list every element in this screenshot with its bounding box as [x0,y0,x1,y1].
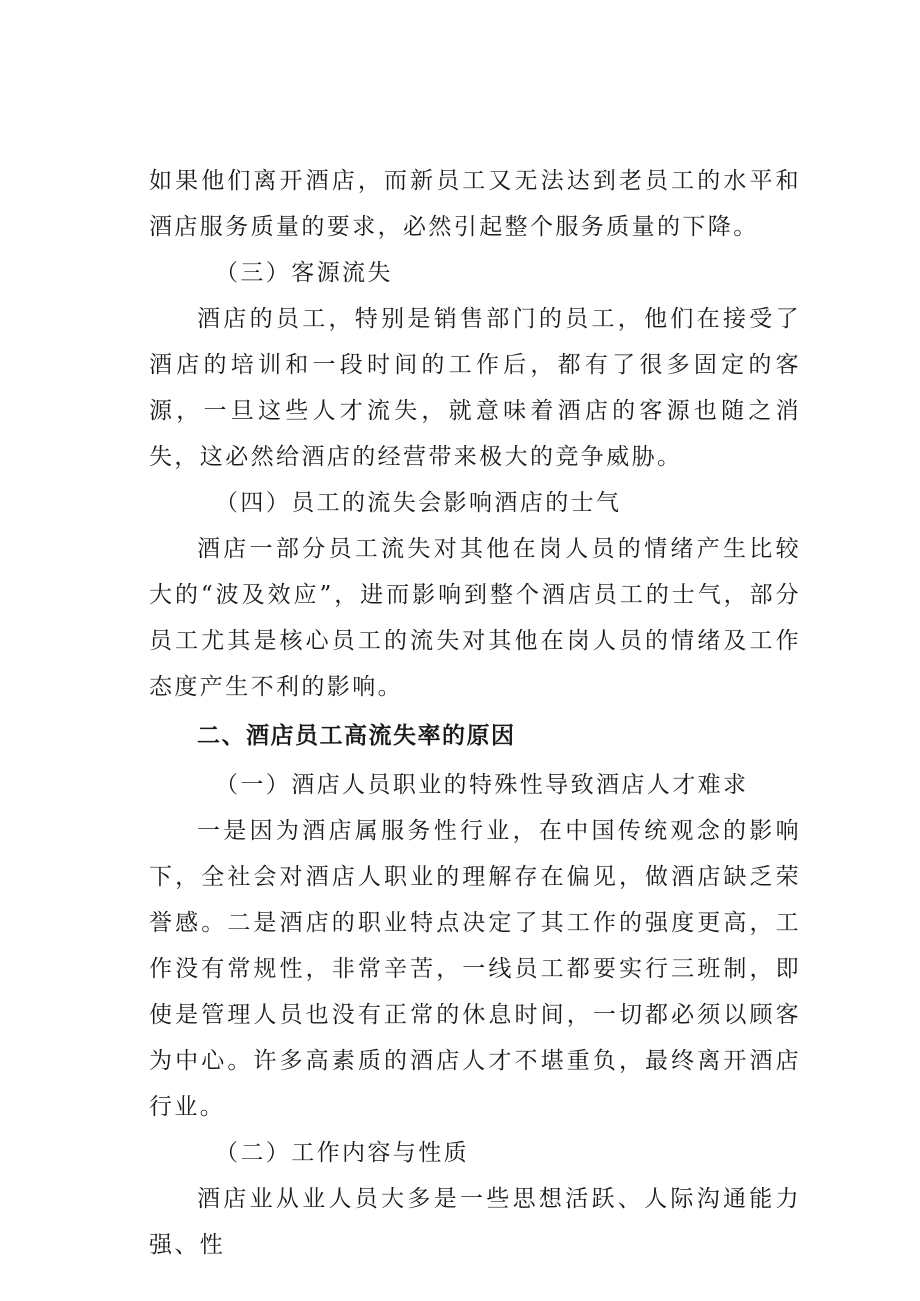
section-heading-causes: 二、酒店员工高流失率的原因 [197,723,516,749]
subheading-customer-loss: （三）客源流失 [215,260,393,286]
paragraph-continuation: 如果他们离开酒店，而新员工又无法达到老员工的水平和酒店服务质量的要求，必然引起整个服务质量的下降。 [149,168,801,240]
paragraph-morale: 酒店一部分员工流失对其他在岗人员的情绪产生比较大的“波及效应”，进而影响到整个酒店员工的士气，部分员工尤其是核心员工的流失对其他在岗人员的情绪及工作态度产生不利的影响。 [149,536,801,700]
document-body [149,158,801,1268]
subheading-occupation: （一）酒店人员职业的特殊性导致酒店人才难求 [215,772,749,798]
subheading-work-content: （二）工作内容与性质 [215,1140,469,1166]
subheading-morale: （四）员工的流失会影响酒店的士气 [215,490,622,516]
paragraph-occupation: 一是因为酒店属服务性行业，在中国传统观念的影响下，全社会对酒店人职业的理解存在偏见，做酒店缺乏荣誉感。二是酒店的职业特点决定了其工作的强度更高，工作没有常规性，非常辛苦，一线员工都要实行三班制，即使是管理人员也没有正常的休息时间，一切都必须以顾客为中心。许多高素质的酒店人才不堪重负，最终离开酒店行业。 [149,818,801,1120]
paragraph-work-content: 酒店业从业人员大多是一些思想活跃、人际沟通能力强、性 [149,1186,801,1258]
paragraph-customer-loss: 酒店的员工，特别是销售部门的员工，他们在接受了酒店的培训和一段时间的工作后，都有了很多固定的客源，一旦这些人才流失，就意味着酒店的客源也随之消失，这必然给酒店的经营带来极大的竞争威胁。 [149,306,801,470]
